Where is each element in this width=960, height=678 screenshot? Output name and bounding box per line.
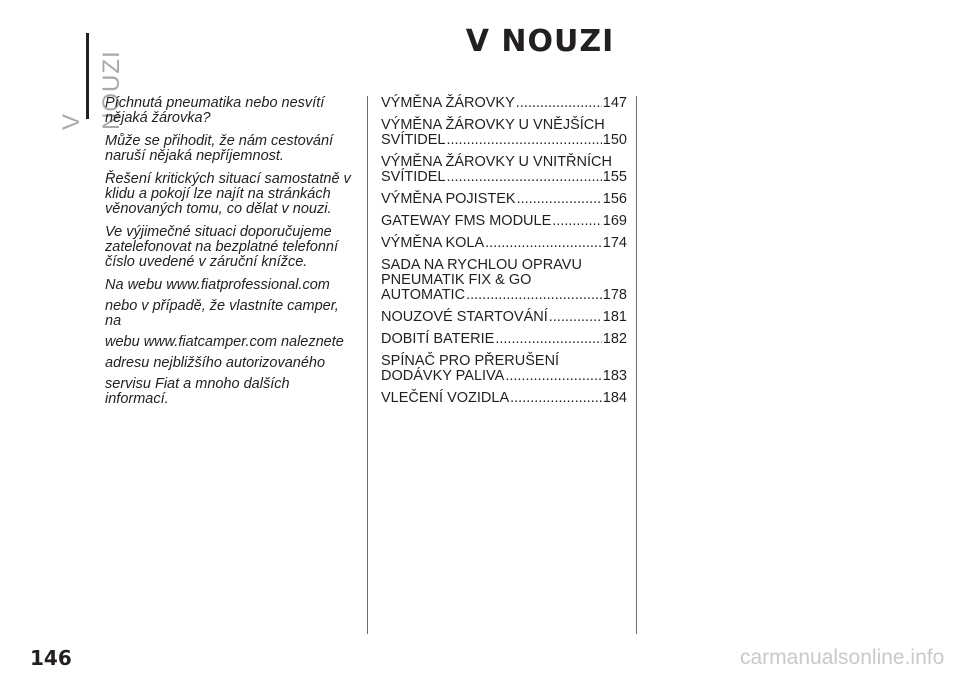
web-info-line: adresu nejbližšího autorizovaného <box>105 355 326 371</box>
side-tab-bar <box>86 33 89 119</box>
toc-page-number: 183 <box>602 368 627 384</box>
intro-paragraph: Může se přihodit, že nám cestování naruší nějaká nepříjemnost. <box>105 133 334 164</box>
intro-text <box>105 96 355 407</box>
toc-entry <box>381 354 627 384</box>
toc-entry-line <box>381 236 627 251</box>
toc-entry-line <box>381 96 627 111</box>
toc-dot-leader <box>552 214 602 229</box>
toc-entry-title: DODÁVKY PALIVA <box>381 368 505 384</box>
toc-dot-leader <box>517 192 602 207</box>
toc-entry <box>381 236 627 251</box>
table-of-contents <box>381 96 627 413</box>
toc-dot-leader <box>549 310 602 325</box>
toc-entry-title: VÝMĚNA ŽÁROVKY <box>381 95 515 111</box>
toc-entry-title: NOUZOVÉ STARTOVÁNÍ <box>381 309 548 325</box>
toc-entry-title: PNEUMATIK FIX & GO <box>381 272 532 288</box>
toc-entry-title: SPÍNAČ PRO PŘERUŠENÍ <box>381 353 560 369</box>
toc-dot-leader <box>485 236 602 251</box>
toc-entry-title: SADA NA RYCHLOU OPRAVU <box>381 257 582 273</box>
web-info-line: servisu Fiat a mnoho dalších informací. <box>105 376 290 407</box>
web-info-line: Na webu www.fiatprofessional.com <box>105 277 330 293</box>
toc-entry <box>381 192 627 207</box>
toc-entry <box>381 391 627 406</box>
toc-dot-leader <box>516 96 602 111</box>
toc-entry-line <box>381 369 627 384</box>
toc-entry <box>381 96 627 111</box>
toc-entry-line <box>381 310 627 325</box>
toc-entry <box>381 118 627 148</box>
toc-entry-title: VÝMĚNA ŽÁROVKY U VNĚJŠÍCH <box>381 117 605 133</box>
toc-entry-title: VÝMĚNA ŽÁROVKY U VNITŘNÍCH <box>381 154 612 170</box>
toc-entry <box>381 332 627 347</box>
toc-entry-line <box>381 192 627 207</box>
toc-page-number: 155 <box>602 169 627 185</box>
toc-entry-line <box>381 332 627 347</box>
toc-entry <box>381 310 627 325</box>
toc-entry-line <box>381 391 627 406</box>
toc-page-number: 147 <box>602 95 627 111</box>
intro-paragraph: Ve výjimečné situaci doporučujeme zatelefonovat na bezplatné telefonní číslo uvedené v záruční knížce. <box>105 224 338 270</box>
toc-entry <box>381 155 627 185</box>
toc-dot-leader <box>495 332 601 347</box>
toc-dot-leader <box>446 170 601 185</box>
toc-entry-title: GATEWAY FMS MODULE <box>381 213 552 229</box>
web-info-line: webu www.fiatcamper.com naleznete <box>105 334 344 350</box>
toc-entry-line <box>381 288 627 303</box>
toc-entry-line <box>381 214 627 229</box>
toc-entry <box>381 214 627 229</box>
toc-dot-leader <box>510 391 602 406</box>
toc-page-number: 174 <box>602 235 627 251</box>
toc-page-number: 156 <box>602 191 627 207</box>
web-info-line: nebo v případě, že vlastníte camper, na <box>105 298 339 329</box>
side-section-label: V NOUZI <box>58 50 125 130</box>
intro-paragraph: Píchnutá pneumatika nebo nesvítí nějaká žárovka? <box>105 95 325 126</box>
toc-page-number: 181 <box>602 309 627 325</box>
toc-page-number: 184 <box>602 390 627 406</box>
toc-entry-line <box>381 133 627 148</box>
toc-entry <box>381 258 627 303</box>
page-number: 146 <box>30 646 72 670</box>
page-title: V NOUZI <box>465 24 615 59</box>
column-divider <box>367 96 368 634</box>
toc-dot-leader <box>466 288 602 303</box>
column-divider <box>636 96 637 634</box>
toc-entry-title: AUTOMATIC <box>381 287 466 303</box>
toc-entry-title: DOBITÍ BATERIE <box>381 331 495 347</box>
toc-entry-line <box>381 170 627 185</box>
toc-page-number: 150 <box>602 132 627 148</box>
toc-dot-leader <box>505 369 601 384</box>
toc-page-number: 182 <box>602 331 627 347</box>
toc-entry-title: VÝMĚNA POJISTEK <box>381 191 516 207</box>
intro-paragraph: Řešení kritických situací samostatně v klidu a pokojí lze najít na stránkách věnovaných tomu, co dělat v nouzi. <box>105 171 351 217</box>
toc-entry-title: VLEČENÍ VOZIDLA <box>381 390 510 406</box>
toc-entry-title: VÝMĚNA KOLA <box>381 235 485 251</box>
toc-page-number: 178 <box>602 287 627 303</box>
toc-dot-leader <box>446 133 601 148</box>
toc-page-number: 169 <box>602 213 627 229</box>
toc-entry-title: SVÍTIDEL <box>381 169 446 185</box>
toc-entry-title: SVÍTIDEL <box>381 132 446 148</box>
watermark: carmanualsonline.info <box>740 646 945 669</box>
